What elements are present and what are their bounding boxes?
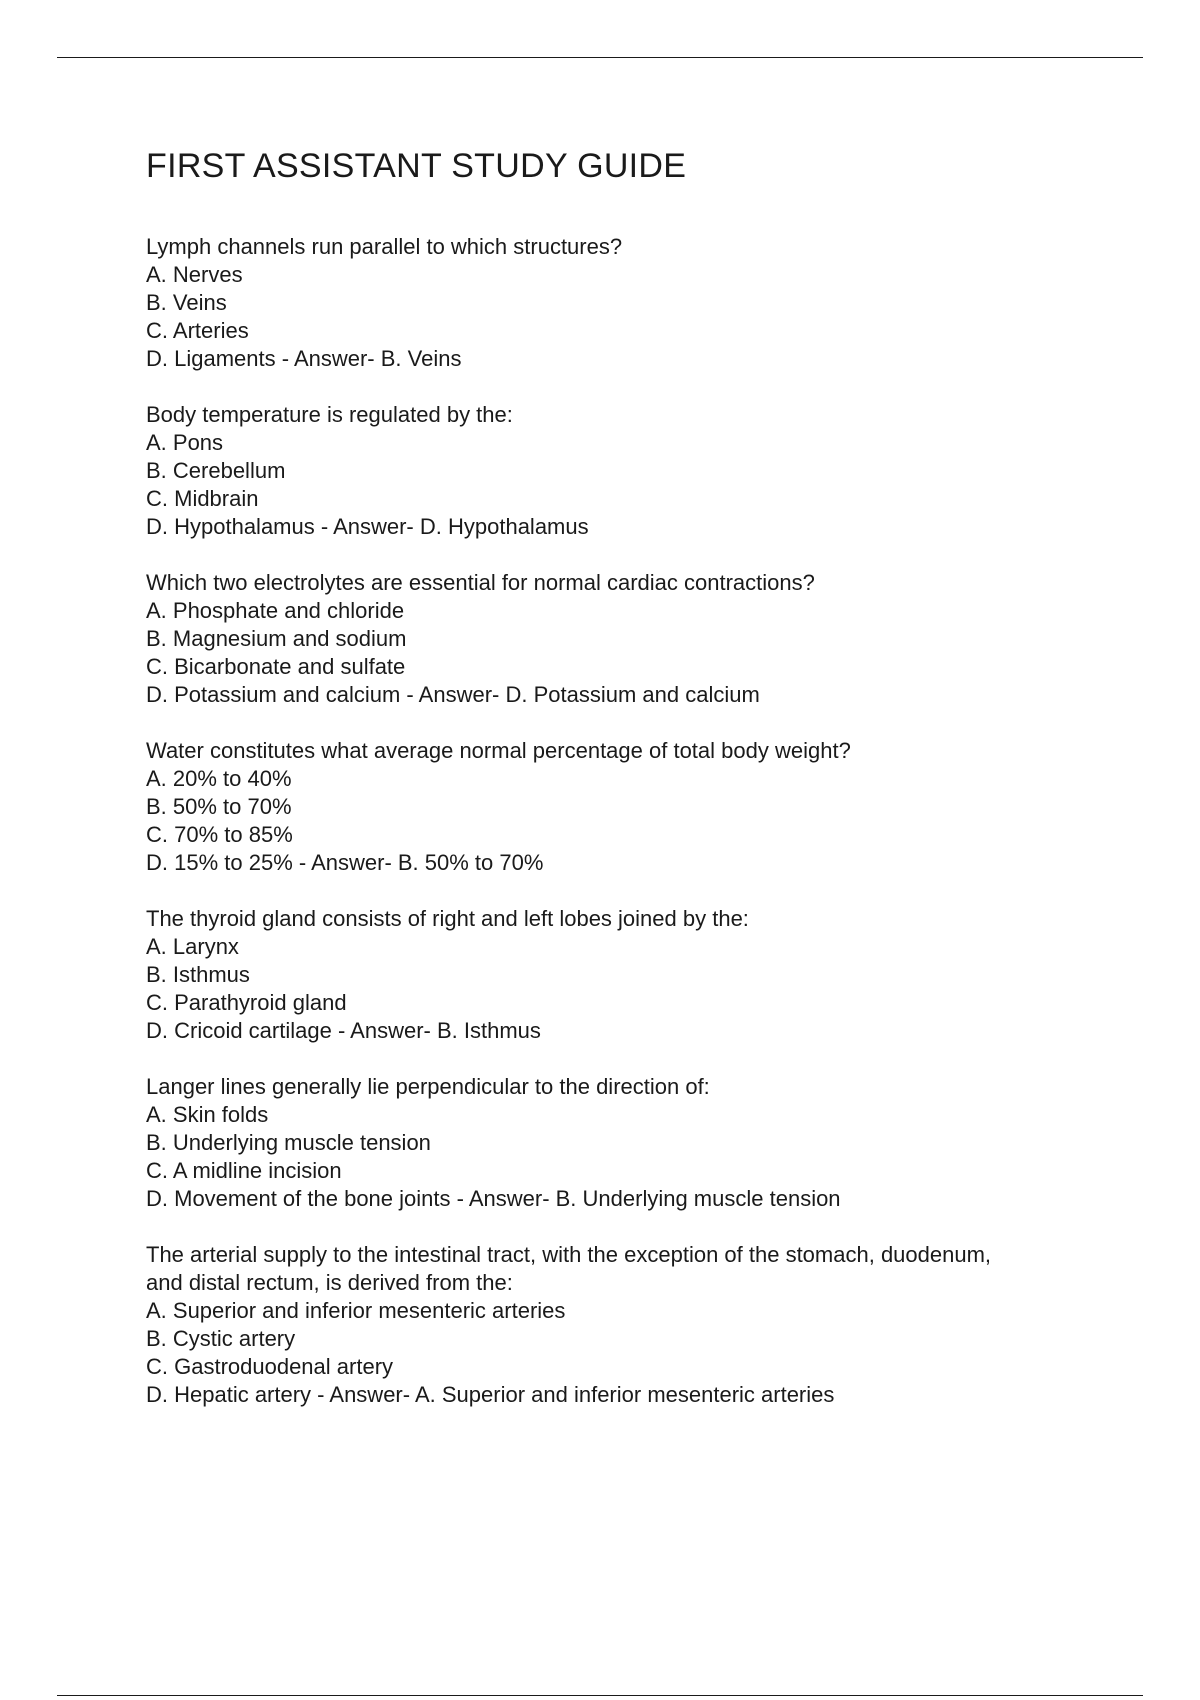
top-rule	[57, 57, 1143, 58]
option-d-with-answer: D. 15% to 25% - Answer- B. 50% to 70%	[146, 850, 544, 875]
question-stem: Water constitutes what average normal percentage of total body weight?	[146, 738, 851, 763]
option-c: C. Midbrain	[146, 486, 259, 511]
question-list	[146, 233, 1086, 1409]
option-d-with-answer: D. Movement of the bone joints - Answer- B. Underlying muscle tension	[146, 1186, 841, 1211]
question-6	[146, 1073, 1086, 1213]
question-stem: Body temperature is regulated by the:	[146, 402, 513, 427]
option-d-with-answer: D. Hepatic artery - Answer- A. Superior and inferior mesenteric arteries	[146, 1382, 835, 1407]
question-2	[146, 401, 1086, 541]
option-c: C. Parathyroid gland	[146, 990, 347, 1015]
option-c: C. Gastroduodenal artery	[146, 1354, 394, 1379]
question-stem-line-2: and distal rectum, is derived from the:	[146, 1270, 513, 1295]
page-title: FIRST ASSISTANT STUDY GUIDE	[146, 147, 687, 185]
option-a: A. Nerves	[146, 262, 243, 287]
option-c: C. Bicarbonate and sulfate	[146, 654, 406, 679]
question-5	[146, 905, 1086, 1045]
option-c: C. 70% to 85%	[146, 822, 293, 847]
question-1	[146, 233, 1086, 373]
option-b: B. Isthmus	[146, 962, 250, 987]
option-a: A. Superior and inferior mesenteric arteries	[146, 1298, 566, 1323]
question-stem: Lymph channels run parallel to which structures?	[146, 234, 623, 259]
option-b: B. Cerebellum	[146, 458, 286, 483]
option-d-with-answer: D. Hypothalamus - Answer- D. Hypothalamus	[146, 514, 589, 539]
question-stem: The thyroid gland consists of right and left lobes joined by the:	[146, 906, 749, 931]
option-b: B. Veins	[146, 290, 227, 315]
question-stem: Which two electrolytes are essential for normal cardiac contractions?	[146, 570, 815, 595]
option-a: A. Skin folds	[146, 1102, 269, 1127]
option-a: A. Larynx	[146, 934, 239, 959]
option-c: C. Arteries	[146, 318, 249, 343]
option-c: C. A midline incision	[146, 1158, 342, 1183]
option-a: A. Pons	[146, 430, 224, 455]
option-d-with-answer: D. Potassium and calcium - Answer- D. Potassium and calcium	[146, 682, 760, 707]
option-b: B. Cystic artery	[146, 1326, 296, 1351]
option-b: B. Magnesium and sodium	[146, 626, 407, 651]
option-d-with-answer: D. Cricoid cartilage - Answer- B. Isthmus	[146, 1018, 541, 1043]
option-b: B. 50% to 70%	[146, 794, 292, 819]
option-a: A. 20% to 40%	[146, 766, 292, 791]
option-d-with-answer: D. Ligaments - Answer- B. Veins	[146, 346, 462, 371]
question-4	[146, 737, 1086, 877]
question-stem-line-1: The arterial supply to the intestinal tract, with the exception of the stomach, duodenum,	[146, 1242, 992, 1267]
bottom-rule	[57, 1695, 1143, 1696]
option-a: A. Phosphate and chloride	[146, 598, 405, 623]
question-3	[146, 569, 1086, 709]
option-b: B. Underlying muscle tension	[146, 1130, 431, 1155]
question-7	[146, 1241, 1086, 1409]
question-stem: Langer lines generally lie perpendicular to the direction of:	[146, 1074, 710, 1099]
document-body	[146, 140, 1086, 1437]
